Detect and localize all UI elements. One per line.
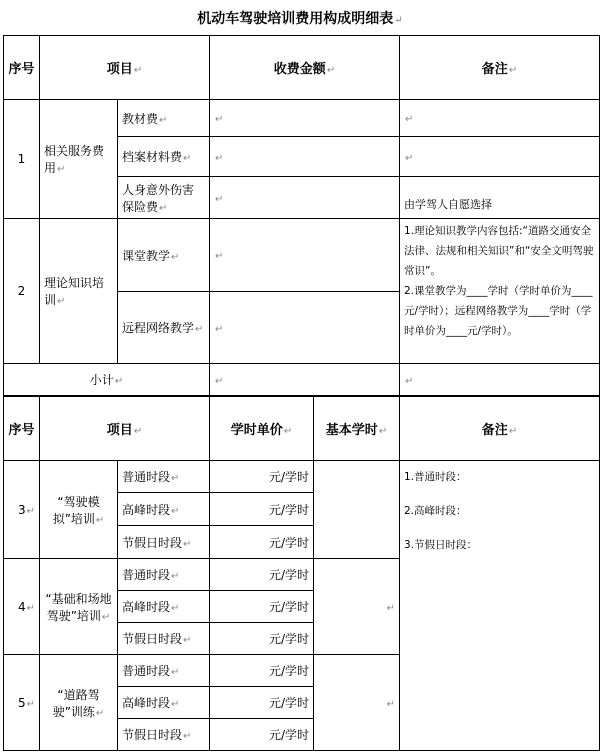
amount-cell: ↵: [210, 177, 400, 219]
amount-cell: ↵: [210, 100, 400, 137]
base-hours-cell: ↵: [314, 559, 400, 655]
header-seq: 序号: [4, 36, 40, 100]
unit-price-cell: 元/学时: [210, 461, 314, 493]
remark-line: 2.高峰时段：: [404, 505, 467, 517]
remark-cell: 由学驾人自愿选择: [400, 177, 600, 219]
period-label: 高峰时段↵: [118, 687, 210, 719]
period-label: 高峰时段↵: [118, 591, 210, 623]
remark-cell: ↵: [400, 100, 600, 137]
period-label: 节假日时段↵: [118, 623, 210, 655]
remark-cell: ↵: [400, 137, 600, 177]
header-seq: 序号: [4, 397, 40, 461]
subtotal-remark: ↵: [400, 364, 600, 396]
subtotal-amount: ↵: [210, 364, 400, 396]
base-hours-cell: ↵: [314, 655, 400, 751]
row-seq: 2: [4, 219, 40, 364]
remark-line: 3.节假日时段：: [404, 539, 478, 551]
period-label: 普通时段↵: [118, 559, 210, 591]
base-hours-cell: [314, 461, 400, 559]
period-label: 节假日时段↵: [118, 719, 210, 751]
row-seq: 5↵: [4, 655, 40, 751]
header-unit-price: 学时单价↵: [210, 397, 314, 461]
item-label: 教材费↵: [118, 100, 210, 137]
item-label: 人身意外伤害保险费↵: [118, 177, 210, 219]
unit-price-cell: 元/学时: [210, 687, 314, 719]
unit-price-cell: 元/学时: [210, 526, 314, 559]
remark-line: 2.课堂教学为____学时（学时单价为____元/学时）；远程网络教学为____学时（学时单价为____元/学时）。: [404, 285, 593, 337]
row-group-label: 理论知识培训↵: [40, 219, 118, 364]
remark-line: 1.普通时段：: [404, 471, 467, 483]
table-header-row: [4, 397, 600, 461]
row-group-label: “基础和场地驾驶”培训↵: [40, 559, 118, 655]
unit-price-cell: 元/学时: [210, 591, 314, 623]
row-seq: 3↵: [4, 461, 40, 559]
document-title: 机动车驾驶培训费用构成明细表↵: [197, 11, 403, 27]
header-base-hours: 基本学时↵: [314, 397, 400, 461]
item-label: 档案材料费↵: [118, 137, 210, 177]
period-label: 节假日时段↵: [118, 526, 210, 559]
period-label: 普通时段↵: [118, 655, 210, 687]
unit-price-cell: 元/学时: [210, 623, 314, 655]
row-group-label: 相关服务费用↵: [40, 100, 118, 219]
row-group-label: “道路驾驶”训练↵: [40, 655, 118, 751]
unit-price-cell: 元/学时: [210, 719, 314, 751]
header-amount: 收费金额↵: [210, 36, 400, 100]
subtotal-label: 小计↵: [4, 364, 210, 396]
remark-line: 1.理论知识教学内容包括:“道路交通安全法律、法规和相关知识”和“安全文明驾驶常识”。: [404, 225, 594, 277]
unit-price-cell: 元/学时: [210, 493, 314, 526]
table-row: [4, 219, 600, 292]
unit-price-cell: 元/学时: [210, 559, 314, 591]
row-seq: 1: [4, 100, 40, 219]
header-remark: 备注↵: [400, 397, 600, 461]
period-label: 高峰时段↵: [118, 493, 210, 526]
remark-cell: [400, 461, 600, 751]
amount-cell: ↵: [210, 292, 400, 364]
unit-price-cell: 元/学时: [210, 655, 314, 687]
table-row: [4, 100, 600, 137]
fee-table-1: [3, 35, 600, 396]
header-item: 项目↵: [40, 36, 210, 100]
row-seq: 4↵: [4, 559, 40, 655]
item-label: 课堂教学↵: [118, 219, 210, 292]
remark-cell: [400, 219, 600, 364]
item-label: 远程网络教学↵: [118, 292, 210, 364]
period-label: 普通时段↵: [118, 461, 210, 493]
fee-table-2: [3, 396, 600, 751]
table-header-row: [4, 36, 600, 100]
row-group-label: “驾驶模拟”培训↵: [40, 461, 118, 559]
paragraph-mark-icon: ↵: [394, 15, 403, 26]
subtotal-row: [4, 364, 600, 396]
header-item: 项目↵: [40, 397, 210, 461]
table-row: [4, 461, 600, 493]
amount-cell: ↵: [210, 137, 400, 177]
amount-cell: ↵: [210, 219, 400, 292]
header-remark: 备注↵: [400, 36, 600, 100]
